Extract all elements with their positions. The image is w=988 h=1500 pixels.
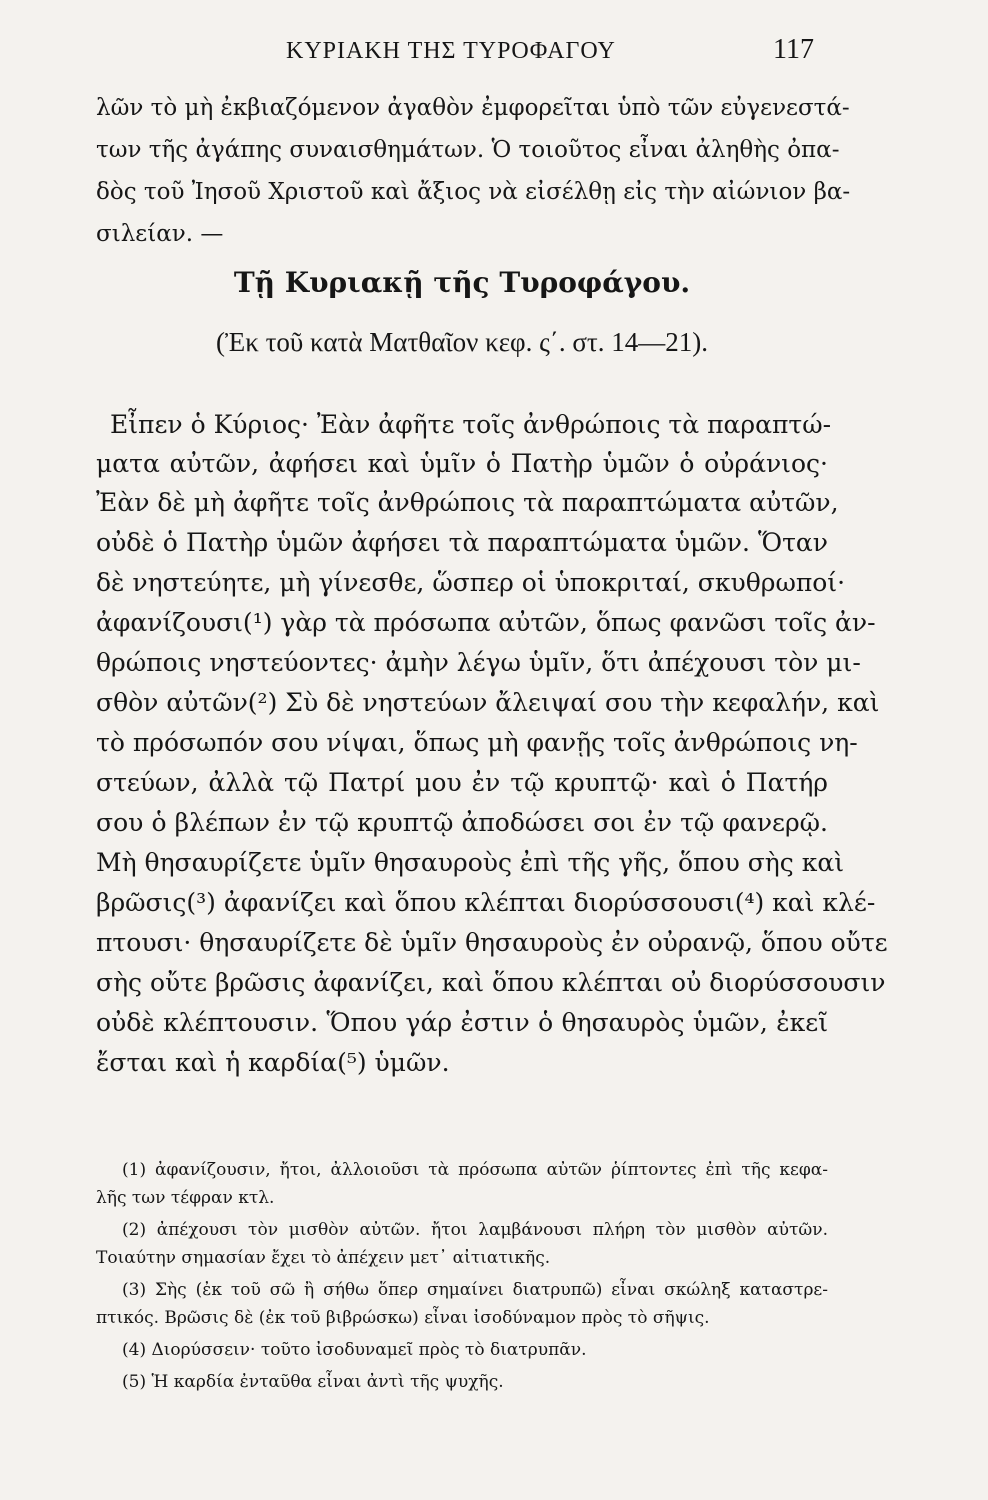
footnote-line: Τοιαύτην σημασίαν ἔχει τὸ ἀπέχειν μετ᾽ αἰτιατικῆς. — [96, 1248, 551, 1268]
footnote-line: λῆς των τέφραν κτλ. — [96, 1188, 275, 1208]
text-line: των τῆς ἀγάπης συναισθημάτων. Ὁ τοιοῦτος εἶναι ἀληθὴς ὀπα- — [96, 137, 840, 163]
text-line: σου ὁ βλέπων ἐν τῷ κρυπτῷ ἀποδώσει σοι ἐν τῷ φανερῷ. — [96, 808, 828, 837]
text-line: τὸ πρόσωπόν σου νίψαι, ὅπως μὴ φανῇς τοῖς ἀνθρώποις νη- — [96, 728, 858, 757]
text-line: λῶν τὸ μὴ ἐκβιαζόμενον ἀγαθὸν ἐμφορεῖται ὑπὸ τῶν εὐγενεστά- — [96, 95, 850, 121]
text-line: Μὴ θησαυρίζετε ὑμῖν θησαυροὺς ἐπὶ τῆς γῆς, ὅπου σὴς καὶ — [96, 848, 845, 877]
text-line: πτουσι· θησαυρίζετε δὲ ὑμῖν θησαυροὺς ἐν οὐρανῷ, ὅπου οὔτε — [96, 928, 888, 957]
footnote-line: (2) ἀπέχουσι τὸν μισθὸν αὐτῶν. ἤτοι λαμβάνουσι πλήρη τὸν μισθὸν αὐτῶν. — [122, 1220, 828, 1240]
text-line: θρώποις νηστεύοντες· ἀμὴν λέγω ὑμῖν, ὅτι ἀπέχουσι τὸν μι- — [96, 648, 861, 677]
text-line: ἀφανίζουσι(¹) γὰρ τὰ πρόσωπα αὐτῶν, ὅπως φανῶσι τοῖς ἀν- — [96, 608, 876, 637]
text-line: δὲ νηστεύητε, μὴ γίνεσθε, ὥσπερ οἱ ὑποκριταί, σκυθρωποί· — [96, 568, 846, 597]
text-line: βρῶσις(³) ἀφανίζει καὶ ὅπου κλέπται διορύσσουσι(⁴) καὶ κλέ- — [96, 888, 876, 917]
text-line: σθὸν αὐτῶν(²) Σὺ δὲ νηστεύων ἄλειψαί σου τὴν κεφαλήν, καὶ — [96, 688, 880, 717]
running-head: ΚΥΡΙΑΚΗ ΤΗΣ ΤΥΡΟΦΑΓΟΥ — [286, 38, 616, 64]
text-line: σὴς οὔτε βρῶσις ἀφανίζει, καὶ ὅπου κλέπται οὐ διορύσσουσιν — [96, 968, 886, 997]
text-line: δὸς τοῦ Ἰησοῦ Χριστοῦ καὶ ἄξιος νὰ εἰσέλθῃ εἰς τὴν αἰώνιον βα- — [96, 179, 851, 205]
footnote-line: (1) ἀφανίζουσιν, ἤτοι, ἀλλοιοῦσι τὰ πρόσωπα αὐτῶν ῥίπτοντες ἐπὶ τῆς κεφα- — [122, 1160, 828, 1180]
page-number: 117 — [773, 34, 814, 65]
text-line: σιλείαν. — — [96, 221, 224, 247]
footnote-line: πτικός. Βρῶσις δὲ (ἐκ τοῦ βιβρώσκω) εἶναι ἰσοδύναμον πρὸς τὸ σῆψις. — [96, 1308, 710, 1328]
text-line: στεύων, ἀλλὰ τῷ Πατρί μου ἐν τῷ κρυπτῷ· καὶ ὁ Πατήρ — [96, 768, 828, 797]
text-line: Εἶπεν ὁ Κύριος· Ἐὰν ἀφῆτε τοῖς ἀνθρώποις τὰ παραπτώ- — [110, 410, 832, 439]
scripture-reference: (Ἐκ τοῦ κατὰ Ματθαῖον κεφ. ς΄. στ. 14—21). — [216, 327, 708, 357]
footnote-line: (3) Σὴς (ἐκ τοῦ σῶ ἢ σήθω ὅπερ σημαίνει διατρυπῶ) εἶναι σκώληξ καταστρε- — [122, 1280, 828, 1300]
text-line: ἔσται καὶ ἡ καρδία(⁵) ὑμῶν. — [96, 1048, 450, 1077]
section-heading: Τῇ Κυριακῇ τῆς Τυροφάγου. — [233, 266, 691, 299]
footnote-line: (5) Ἡ καρδία ἐνταῦθα εἶναι ἀντὶ τῆς ψυχῆς. — [122, 1372, 504, 1392]
text-line: ματα αὐτῶν, ἀφήσει καὶ ὑμῖν ὁ Πατὴρ ὑμῶν ὁ οὐράνιος· — [96, 449, 828, 478]
text-line: οὐδὲ κλέπτουσιν. Ὅπου γάρ ἐστιν ὁ θησαυρὸς ὑμῶν, ἐκεῖ — [96, 1008, 828, 1037]
text-line: οὐδὲ ὁ Πατὴρ ὑμῶν ἀφήσει τὰ παραπτώματα ὑμῶν. Ὅταν — [96, 528, 828, 557]
footnote-line: (4) Διορύσσειν· τοῦτο ἰσοδυναμεῖ πρὸς τὸ διατρυπᾶν. — [122, 1340, 587, 1360]
text-line: Ἐὰν δὲ μὴ ἀφῆτε τοῖς ἀνθρώποις τὰ παραπτώματα αὐτῶν, — [96, 488, 839, 517]
page-header — [96, 34, 826, 74]
